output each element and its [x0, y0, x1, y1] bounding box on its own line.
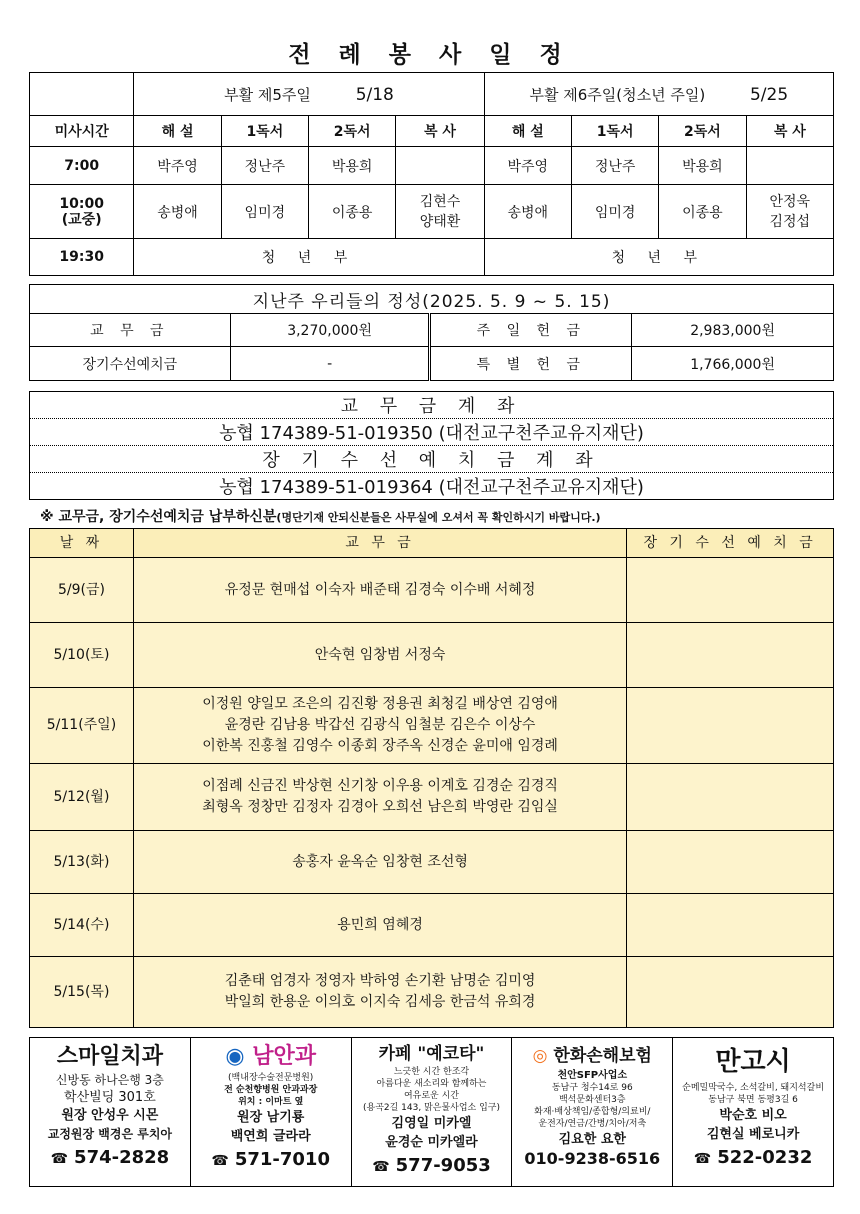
col-mass-time: 미사시간	[30, 116, 134, 147]
names-line: 이정원 양일모 조은의 김진황 정용권 최청길 배상연 김영애	[202, 696, 558, 712]
ad-line: 느긋한 시간 한조각	[393, 1067, 470, 1077]
ad-phone: 010-9238-6516	[524, 1149, 661, 1168]
donor-date: 5/14(수)	[30, 894, 134, 957]
schedule-row	[30, 147, 834, 185]
account-label: 교 무 금 계 좌	[30, 392, 834, 419]
ad-line: (용곡2길 143, 맑은물사업소 입구)	[362, 1103, 500, 1113]
col-dues: 교 무 금	[133, 529, 626, 558]
week1-date: 5/18	[355, 84, 394, 105]
donor-names	[133, 623, 626, 688]
accounts-table	[29, 391, 834, 500]
week2-header	[484, 73, 833, 116]
server-cell: 박용희	[659, 147, 746, 185]
ad-logo-text: 한화손해보험	[553, 1046, 652, 1066]
server-cell: 이종용	[659, 185, 746, 239]
repair-fund-cell	[627, 623, 834, 688]
repair-fund-cell	[627, 957, 834, 1028]
table-row	[30, 831, 834, 894]
notice-main: ※ 교무금, 장기수선예치금 납부하신분	[40, 509, 277, 525]
col-role: 1독서	[221, 116, 308, 147]
mass-time: 10:00 (교중)	[30, 185, 134, 239]
ad-phone	[191, 1149, 351, 1170]
offering-label: 장기수선예치금	[30, 347, 231, 381]
phone-icon: ☎	[50, 1151, 69, 1167]
donor-date: 5/13(화)	[30, 831, 134, 894]
notice-sub: (명단기재 안되신분들은 사무실에 오셔서 꼭 확인하시기 바랍니다.)	[276, 511, 601, 524]
account-number: 농협 174389-51-019364 (대전교구천주교유지재단)	[30, 473, 834, 500]
schedule-row	[30, 239, 834, 276]
offering-label: 특 별 헌 금	[430, 347, 632, 381]
eye-logo-icon: ◉	[225, 1044, 245, 1069]
ad-restaurant	[673, 1038, 833, 1186]
notice	[40, 506, 601, 526]
ad-dental	[30, 1038, 191, 1186]
table-row	[30, 764, 834, 831]
ad-name: 김영일 미카엘	[391, 1116, 472, 1131]
offering-value: 3,270,000원	[230, 314, 430, 347]
ad-line: 전 순천향병원 안과과장	[224, 1085, 318, 1095]
ad-line: 화재·배상책임/종합형/의료비/	[534, 1107, 651, 1117]
repair-fund-cell	[627, 831, 834, 894]
col-role: 2독서	[309, 116, 396, 147]
server-cell: 임미경	[221, 185, 308, 239]
col-repair-fund: 장 기 수 선 예 치 금	[627, 529, 834, 558]
ad-line: 동남구 북면 동평3길 6	[708, 1095, 798, 1105]
names-line: 김춘태 엄경자 정영자 박하영 손기환 남명순 김미영	[224, 973, 536, 989]
donor-date: 5/11(주일)	[30, 688, 134, 764]
ad-logo-text: 남안과	[252, 1044, 317, 1069]
offering-value: -	[230, 347, 430, 381]
youth-group-cell: 청 년 부	[484, 239, 833, 276]
server-cell: 박주영	[134, 147, 221, 185]
offerings-title: 지난주 우리들의 정성(2025. 5. 9 ~ 5. 15)	[30, 285, 834, 314]
server-cell: 임미경	[571, 185, 658, 239]
offering-value: 1,766,000원	[632, 347, 834, 381]
donor-names	[133, 764, 626, 831]
server-cell: 박용희	[309, 147, 396, 185]
week2-name: 부활 제6주일(청소년 주일)	[529, 85, 706, 104]
table-row	[30, 957, 834, 1028]
ad-logo	[512, 1042, 672, 1070]
server-cell: 안정욱 김정섭	[746, 185, 833, 239]
table-row	[30, 558, 834, 623]
phone-icon: ☎	[372, 1159, 390, 1175]
offering-label: 주 일 헌 금	[430, 314, 632, 347]
repair-fund-cell	[627, 688, 834, 764]
ad-eye-clinic	[191, 1038, 352, 1186]
table-row	[30, 688, 834, 764]
ad-line: (백내장수술전문병원)	[228, 1073, 314, 1083]
youth-group-cell: 청 년 부	[134, 239, 484, 276]
account-number: 농협 174389-51-019350 (대전교구천주교유지재단)	[30, 419, 834, 446]
donor-names	[133, 558, 626, 623]
names-line: 안숙현 임창범 서정숙	[314, 646, 446, 663]
names-line: 박일희 한용운 이의호 이지숙 김세응 한금석 유희경	[224, 994, 536, 1010]
ad-logo: 카페 "예코타"	[378, 1044, 485, 1064]
server-cell	[746, 147, 833, 185]
donor-names	[133, 894, 626, 957]
offering-label: 교 무 금	[30, 314, 231, 347]
server-cell: 김현수 양태환	[396, 185, 484, 239]
ad-name: 김현실 베로니카	[706, 1127, 800, 1142]
insurance-logo-icon: ◎	[532, 1046, 548, 1066]
ad-logo: 만고시	[715, 1047, 791, 1077]
names-line: 윤경란 김남용 박갑선 김광식 임철분 김은수 이상수	[224, 717, 536, 733]
week1-name: 부활 제5주일	[224, 85, 311, 104]
server-cell: 정난주	[221, 147, 308, 185]
donor-date: 5/10(토)	[30, 623, 134, 688]
names-line: 용민희 염혜경	[337, 916, 423, 933]
ad-line: 운전자/연금/간병/치아/저축	[538, 1119, 647, 1129]
repair-fund-cell	[627, 894, 834, 957]
server-cell: 이종용	[309, 185, 396, 239]
names-line: 이한복 진홍철 김영수 이종회 장주옥 신경순 윤미애 임경례	[202, 738, 558, 754]
ad-cafe	[352, 1038, 513, 1186]
phone-number: 571-7010	[234, 1149, 330, 1170]
server-cell: 박주영	[484, 147, 571, 185]
donor-names	[133, 688, 626, 764]
col-role: 해 설	[484, 116, 571, 147]
ad-line: 백석문화센터3층	[558, 1095, 626, 1105]
ad-insurance	[512, 1038, 673, 1186]
col-role: 1독서	[571, 116, 658, 147]
col-role: 2독서	[659, 116, 746, 147]
donor-names	[133, 957, 626, 1028]
ad-phone	[673, 1147, 833, 1168]
ad-line: 천안SFP사업소	[557, 1070, 628, 1081]
page-title: 전 례 봉 사 일 정	[288, 42, 572, 68]
phone-icon: ☎	[693, 1151, 712, 1167]
server-cell: 송병애	[484, 185, 571, 239]
ad-line: 여유로운 시간	[403, 1091, 459, 1101]
names-line: 유정문 현매섭 이숙자 배준태 김경숙 이수배 서혜정	[224, 581, 536, 598]
server-cell: 송병애	[134, 185, 221, 239]
ad-name: 원장 안성우 시몬	[61, 1108, 159, 1123]
empty-corner	[30, 73, 134, 116]
server-cell	[396, 147, 484, 185]
liturgy-schedule-table	[29, 72, 834, 276]
donor-names	[133, 831, 626, 894]
ad-line: 위치 : 이마트 옆	[238, 1097, 304, 1107]
col-role: 복 사	[746, 116, 833, 147]
phone-number: 522-0232	[717, 1147, 813, 1168]
ad-name: 원장 남기룡	[237, 1110, 305, 1125]
phone-icon: ☎	[211, 1153, 229, 1169]
offerings-table	[29, 284, 834, 381]
mass-time: 7:00	[30, 147, 134, 185]
ad-line: 동남구 청수14로 96	[551, 1083, 633, 1093]
mass-time: 19:30	[30, 239, 134, 276]
week2-date: 5/25	[749, 84, 789, 105]
ad-logo: 스마일치과	[56, 1044, 164, 1069]
sponsor-ads	[29, 1037, 834, 1187]
names-line: 송홍자 윤옥순 임창현 조선형	[292, 853, 468, 870]
names-line: 최형옥 정창만 김정자 김경아 오희선 남은희 박영란 김임실	[202, 799, 558, 815]
phone-number: 574-2828	[74, 1147, 170, 1168]
col-role: 복 사	[396, 116, 484, 147]
ad-name: 교정원장 백경은 루치아	[47, 1127, 173, 1141]
donor-table	[29, 528, 834, 1028]
ad-phone	[30, 1147, 190, 1168]
server-cell: 정난주	[571, 147, 658, 185]
repair-fund-cell	[627, 558, 834, 623]
table-row	[30, 894, 834, 957]
col-date: 날 짜	[30, 529, 134, 558]
ad-line: 신방동 하나은행 3층	[55, 1073, 164, 1087]
repair-fund-cell	[627, 764, 834, 831]
ad-name: 백연희 글라라	[230, 1129, 311, 1144]
ad-name: 윤경순 미카엘라	[385, 1135, 478, 1150]
col-role: 해 설	[134, 116, 221, 147]
schedule-row	[30, 185, 834, 239]
table-row	[30, 623, 834, 688]
names-line: 이점례 신금진 박상현 신기창 이우용 이계호 김경순 김경직	[202, 778, 558, 794]
ad-name: 김요한 요한	[558, 1132, 626, 1147]
donor-date: 5/12(월)	[30, 764, 134, 831]
donor-date: 5/15(목)	[30, 957, 134, 1028]
ad-logo	[191, 1042, 351, 1072]
ad-line: 아름다운 새소리와 함께하는	[376, 1079, 487, 1089]
week1-header	[134, 73, 484, 116]
offering-value: 2,983,000원	[632, 314, 834, 347]
ad-line: 순메밀막국수, 소석갈비, 돼지석갈비	[682, 1083, 825, 1093]
ad-line: 학산빌딩 301호	[64, 1090, 156, 1105]
donor-date: 5/9(금)	[30, 558, 134, 623]
account-label: 장 기 수 선 예 치 금 계 좌	[30, 446, 834, 473]
ad-phone	[352, 1155, 512, 1176]
phone-number: 577-9053	[395, 1155, 491, 1176]
ad-name: 박순호 비오	[719, 1108, 787, 1123]
